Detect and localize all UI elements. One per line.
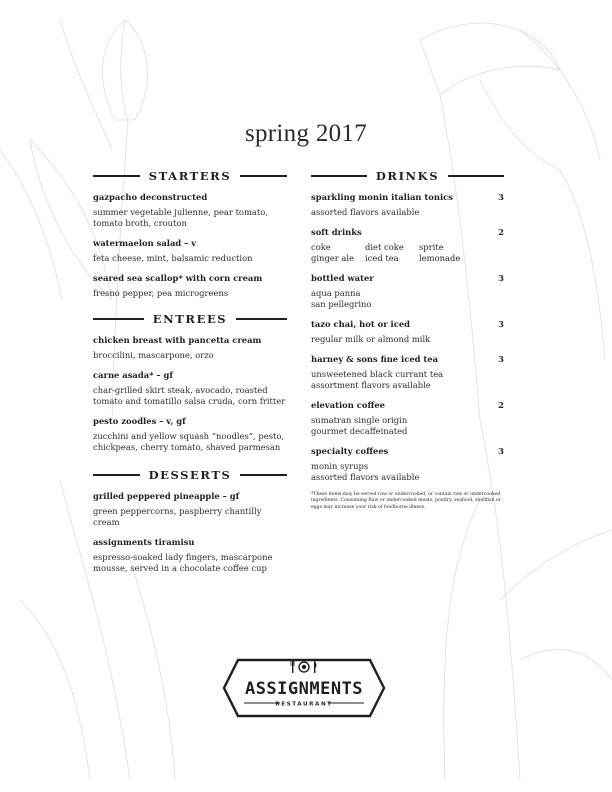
item-name: pesto zoodles – v, gf bbox=[93, 416, 186, 426]
desserts-heading bbox=[93, 465, 287, 485]
starters-heading bbox=[93, 166, 287, 186]
drink-price: 2 bbox=[498, 400, 504, 410]
drink-name: harney & sons fine iced tea bbox=[311, 354, 439, 364]
soft-drink-option: diet coke bbox=[365, 242, 404, 252]
drink-detail: sumatran single origin bbox=[311, 415, 408, 425]
menu-item bbox=[93, 192, 287, 229]
entrees-heading bbox=[93, 309, 287, 329]
rule-line bbox=[311, 175, 367, 177]
rule-line bbox=[236, 318, 287, 320]
drink-price: 3 bbox=[498, 446, 504, 456]
item-description: zucchini and yellow squash “noodles”, pesto, chickpeas, cherry tomato, shaved parmesan bbox=[93, 431, 285, 452]
drink-detail: assorted flavors available bbox=[311, 207, 420, 217]
drink-name: sparkling monin italian tonics bbox=[311, 192, 453, 202]
item-description: char-grilled skirt steak, avocado, roasted tomato and tomatillo salsa cruda, corn fritter bbox=[93, 385, 286, 406]
menu-item bbox=[93, 370, 287, 407]
item-name: assignments tiramisu bbox=[93, 537, 195, 547]
drink-price: 3 bbox=[498, 192, 504, 202]
drink-detail: aqua panna bbox=[311, 288, 361, 298]
logo-wordmark: ASSIGNMENTS bbox=[244, 679, 364, 699]
drink-price: 3 bbox=[498, 273, 504, 283]
rule-line bbox=[240, 474, 287, 476]
starters-heading-label: STARTERS bbox=[148, 169, 232, 183]
item-description: summer vegetable julienne, pear tomato, tomato broth, crouton bbox=[93, 207, 268, 228]
drink-name: tazo chai, hot or iced bbox=[311, 319, 411, 329]
item-name: watermaelon salad – v bbox=[93, 238, 197, 248]
drinks-heading bbox=[311, 166, 504, 186]
drink-item bbox=[311, 192, 504, 218]
entrees-heading-label: ENTREES bbox=[152, 312, 228, 326]
drink-item bbox=[311, 400, 504, 437]
item-description: green peppercorns, paspberry chantilly cream bbox=[93, 506, 262, 527]
drink-item bbox=[311, 354, 504, 391]
rule-line bbox=[448, 175, 504, 177]
menu-item bbox=[93, 273, 287, 299]
logo-subtitle: RESTAURANT bbox=[275, 701, 333, 708]
item-name: chicken breast with pancetta cream bbox=[93, 335, 262, 345]
drink-detail: gourmet decaffeinated bbox=[311, 426, 408, 436]
drink-item bbox=[311, 446, 504, 483]
item-name: gazpacho deconstructed bbox=[93, 192, 208, 202]
menu-season-title: spring 2017 bbox=[244, 120, 368, 147]
drink-detail: assortment flavors available bbox=[311, 380, 431, 390]
raw-food-disclaimer: *These items may be served raw or undercooked, or contain raw or undercooked ingredients. Consuming Raw or undercooked meats, poultry, seafood, shellfish or eggs may increase your risk of foodborne illness. bbox=[311, 492, 501, 510]
drink-detail: regular milk or almond milk bbox=[311, 334, 431, 344]
drink-name: elevation coffee bbox=[311, 400, 385, 410]
drink-price: 3 bbox=[498, 319, 504, 329]
drink-price: 2 bbox=[498, 227, 504, 237]
assignments-restaurant-logo bbox=[222, 656, 386, 720]
soft-drink-option: sprite bbox=[419, 242, 444, 252]
item-name: grilled peppered pineapple – gf bbox=[93, 491, 240, 501]
drink-item bbox=[311, 227, 504, 264]
menu-item bbox=[93, 491, 287, 528]
soft-drink-option: lemonade bbox=[419, 253, 461, 263]
drink-detail: san pellegrino bbox=[311, 299, 372, 309]
drink-detail: unsweetened black currant tea bbox=[311, 369, 444, 379]
rule-line bbox=[240, 175, 287, 177]
soft-drink-options bbox=[311, 242, 504, 264]
menu-item bbox=[93, 238, 287, 264]
rule-line bbox=[93, 474, 140, 476]
drink-price: 3 bbox=[498, 354, 504, 364]
drink-name: bottled water bbox=[311, 273, 374, 283]
item-description: fresno pepper, pea microgreens bbox=[93, 288, 229, 298]
drink-item bbox=[311, 273, 504, 310]
food-column bbox=[93, 166, 287, 583]
item-description: espresso-soaked lady fingers, mascarpone mousse, served in a chocolate coffee cup bbox=[93, 552, 273, 573]
drink-detail: assorted flavors available bbox=[311, 472, 420, 482]
desserts-heading-label: DESSERTS bbox=[148, 468, 232, 482]
rule-line bbox=[93, 318, 144, 320]
drink-name: specialty coffees bbox=[311, 446, 389, 456]
drink-name: soft drinks bbox=[311, 227, 362, 237]
soft-drink-option: ginger ale bbox=[311, 253, 355, 263]
rule-line bbox=[93, 175, 140, 177]
menu-item bbox=[93, 537, 287, 574]
item-name: carne asada* – gf bbox=[93, 370, 173, 380]
soft-drink-option: coke bbox=[311, 242, 331, 252]
item-description: broccilini, mascarpone, orzo bbox=[93, 350, 214, 360]
drinks-column bbox=[311, 166, 504, 511]
drink-item bbox=[311, 319, 504, 345]
drinks-heading-label: DRINKS bbox=[375, 169, 440, 183]
soft-drink-option: iced tea bbox=[365, 253, 399, 263]
item-description: feta cheese, mint, balsamic reduction bbox=[93, 253, 253, 263]
menu-item bbox=[93, 416, 287, 453]
item-name: seared sea scallop* with corn cream bbox=[93, 273, 263, 283]
drink-detail: monin syrups bbox=[311, 461, 369, 471]
menu-item bbox=[93, 335, 287, 361]
